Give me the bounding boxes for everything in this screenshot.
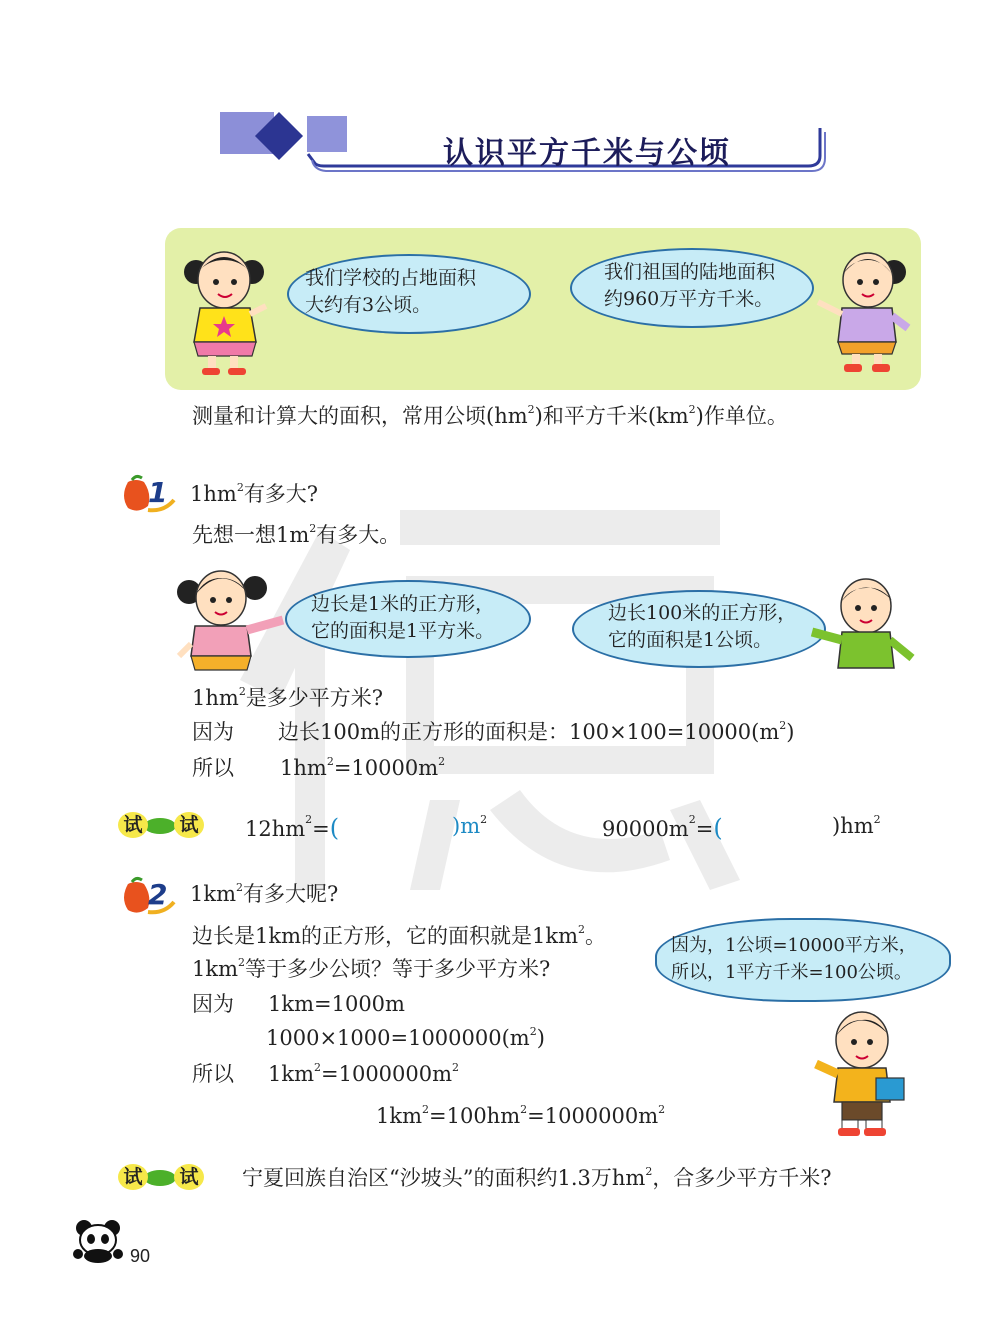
page-title: 认识平方千米与公顷 bbox=[443, 136, 731, 171]
example-number: 2 bbox=[148, 878, 168, 911]
try-badge-char: 试 bbox=[174, 812, 204, 838]
line-part: 。 bbox=[585, 924, 606, 948]
speech-bubble-conversion bbox=[655, 918, 951, 1002]
line-part: 1km bbox=[192, 957, 238, 981]
try-badge-char: 试 bbox=[118, 812, 148, 838]
superscript: 2 bbox=[529, 1025, 537, 1038]
so-label: 所以 bbox=[192, 1062, 234, 1086]
because-label: 因为 bbox=[192, 720, 234, 744]
bubble-line: 我们祖国的陆地面积 bbox=[604, 261, 776, 283]
try-badge-char: 试 bbox=[118, 1164, 148, 1190]
summary-part: =100hm bbox=[429, 1104, 521, 1128]
try-1-answer-blank-2[interactable] bbox=[735, 814, 827, 840]
open-paren: ( bbox=[713, 814, 723, 842]
try-1-answer-blank-1[interactable] bbox=[352, 814, 448, 840]
try-badge-char: 试 bbox=[174, 1164, 204, 1190]
bubble-line: 它的面积是1公顷。 bbox=[608, 629, 773, 651]
bubble-line: 我们学校的占地面积 bbox=[305, 267, 477, 289]
try-1-item-1 bbox=[245, 813, 340, 842]
superscript: 2 bbox=[527, 403, 535, 416]
item-part: 12hm bbox=[245, 817, 306, 841]
q-part: 1hm bbox=[190, 482, 237, 506]
because-line-2 bbox=[266, 1025, 545, 1050]
bubble-line: 所以，1平方千米=100公顷。 bbox=[671, 962, 912, 983]
superscript: 2 bbox=[578, 923, 585, 936]
intro-sentence-part: )作单位。 bbox=[695, 404, 788, 428]
statement-part: 边长100m的正方形的面积是：100×100=10000(m bbox=[278, 720, 780, 744]
girl-illustration-left bbox=[180, 242, 270, 377]
intro-sentence-part: 测量和计算大的面积，常用公顷(hm bbox=[192, 404, 528, 428]
summary-part: =1000000m bbox=[527, 1104, 659, 1128]
example-2-question bbox=[190, 881, 339, 906]
close-paren-unit: )hm bbox=[832, 814, 874, 838]
example-1-think bbox=[192, 522, 401, 547]
speech-bubble-100m bbox=[572, 590, 826, 668]
superscript: 2 bbox=[305, 813, 313, 826]
example-2-badge bbox=[118, 876, 180, 916]
try-1-item-2-close bbox=[832, 813, 881, 838]
q-part: 1km bbox=[190, 882, 236, 906]
boy-pointing-illustration bbox=[808, 574, 918, 670]
superscript: 2 bbox=[688, 813, 696, 826]
statement-part: 1000×1000=1000000(m bbox=[266, 1026, 530, 1050]
superscript: 2 bbox=[688, 403, 696, 416]
statement-part: 1km bbox=[268, 1062, 314, 1086]
so-label: 所以 bbox=[192, 756, 234, 780]
q-part: 有多大呢? bbox=[243, 882, 339, 906]
q-part: 宁夏回族自治区“沙坡头”的面积约1.3万hm bbox=[242, 1166, 646, 1190]
speech-bubble-country bbox=[570, 248, 814, 328]
statement-part: 1hm bbox=[280, 756, 327, 780]
statement-part: ) bbox=[786, 720, 795, 744]
line-part: 边长是1km的正方形，它的面积就是1km bbox=[192, 924, 578, 948]
page-number: 90 bbox=[130, 1246, 151, 1266]
close-paren-unit: )m bbox=[452, 814, 481, 838]
bubble-line: 大约有3公顷。 bbox=[305, 294, 432, 316]
superscript: 2 bbox=[422, 1103, 429, 1116]
bubble-line: 边长100米的正方形， bbox=[608, 602, 797, 624]
try-1-item-1-close bbox=[452, 813, 488, 838]
because-label: 因为 bbox=[192, 992, 234, 1016]
summary-equation bbox=[376, 1103, 666, 1128]
try-badge-1 bbox=[118, 810, 206, 840]
superscript: 2 bbox=[314, 1061, 321, 1074]
try-2-question bbox=[242, 1165, 832, 1190]
bubble-line: 边长是1米的正方形， bbox=[311, 593, 495, 615]
statement-part: =1000000m bbox=[321, 1062, 453, 1086]
because-line-1: 1km=1000m bbox=[268, 992, 405, 1016]
because-statement bbox=[278, 719, 795, 744]
item-part: = bbox=[312, 817, 330, 841]
superscript: 2 bbox=[236, 481, 244, 494]
think-part: 先想一想1m bbox=[192, 523, 310, 547]
think-part: 有多大。 bbox=[316, 523, 401, 547]
superscript: 2 bbox=[520, 1103, 528, 1116]
superscript: 2 bbox=[309, 522, 317, 535]
example-1-question bbox=[190, 481, 319, 506]
superscript: 2 bbox=[873, 813, 881, 826]
example-2-line-1 bbox=[192, 923, 606, 948]
item-part: = bbox=[695, 817, 714, 841]
try-badge-leaf-icon bbox=[144, 1170, 176, 1186]
q-part: 有多大? bbox=[243, 482, 319, 506]
superscript: 2 bbox=[480, 813, 488, 826]
try-badge-2 bbox=[118, 1162, 206, 1192]
girl-pointing-illustration bbox=[175, 564, 290, 674]
example-1-question-2 bbox=[192, 685, 384, 710]
example-1-badge bbox=[118, 474, 180, 514]
superscript: 2 bbox=[238, 685, 246, 698]
example-number: 1 bbox=[148, 476, 168, 509]
bubble-line: 它的面积是1平方米。 bbox=[311, 620, 495, 642]
try-badge-leaf-icon bbox=[144, 818, 176, 834]
bubble-line: 约960万平方千米。 bbox=[604, 288, 774, 310]
superscript: 2 bbox=[645, 1165, 653, 1178]
superscript: 2 bbox=[236, 881, 243, 894]
statement-part: =10000m bbox=[333, 756, 439, 780]
so-statement bbox=[268, 1061, 460, 1086]
intro-sentence-part: )和平方千米(km bbox=[534, 404, 689, 428]
q-part: 1hm bbox=[192, 686, 239, 710]
superscript: 2 bbox=[779, 719, 787, 732]
superscript: 2 bbox=[452, 1061, 460, 1074]
summary-part: 1km bbox=[376, 1104, 422, 1128]
q-part: 是多少平方米? bbox=[245, 686, 384, 710]
panda-icon bbox=[72, 1218, 124, 1264]
girl-illustration-right bbox=[812, 244, 912, 376]
open-paren: ( bbox=[329, 814, 340, 842]
example-2-line-2 bbox=[192, 956, 551, 981]
speech-bubble-school bbox=[287, 254, 531, 334]
try-1-item-2 bbox=[602, 813, 723, 842]
superscript: 2 bbox=[658, 1103, 666, 1116]
speech-bubble-1m bbox=[285, 580, 531, 658]
superscript: 2 bbox=[326, 755, 334, 768]
item-part: 90000m bbox=[602, 817, 689, 841]
boy-with-book-illustration bbox=[812, 1006, 912, 1138]
line-part: 等于多少公顷？等于多少平方米? bbox=[245, 957, 551, 981]
superscript: 2 bbox=[238, 956, 245, 969]
statement-part: ) bbox=[536, 1026, 545, 1050]
bubble-line: 因为，1公顷=10000平方米， bbox=[671, 935, 917, 956]
q-part: ，合多少平方千米? bbox=[652, 1166, 832, 1190]
so-statement bbox=[280, 755, 446, 780]
superscript: 2 bbox=[438, 755, 446, 768]
intro-sentence bbox=[192, 403, 788, 428]
